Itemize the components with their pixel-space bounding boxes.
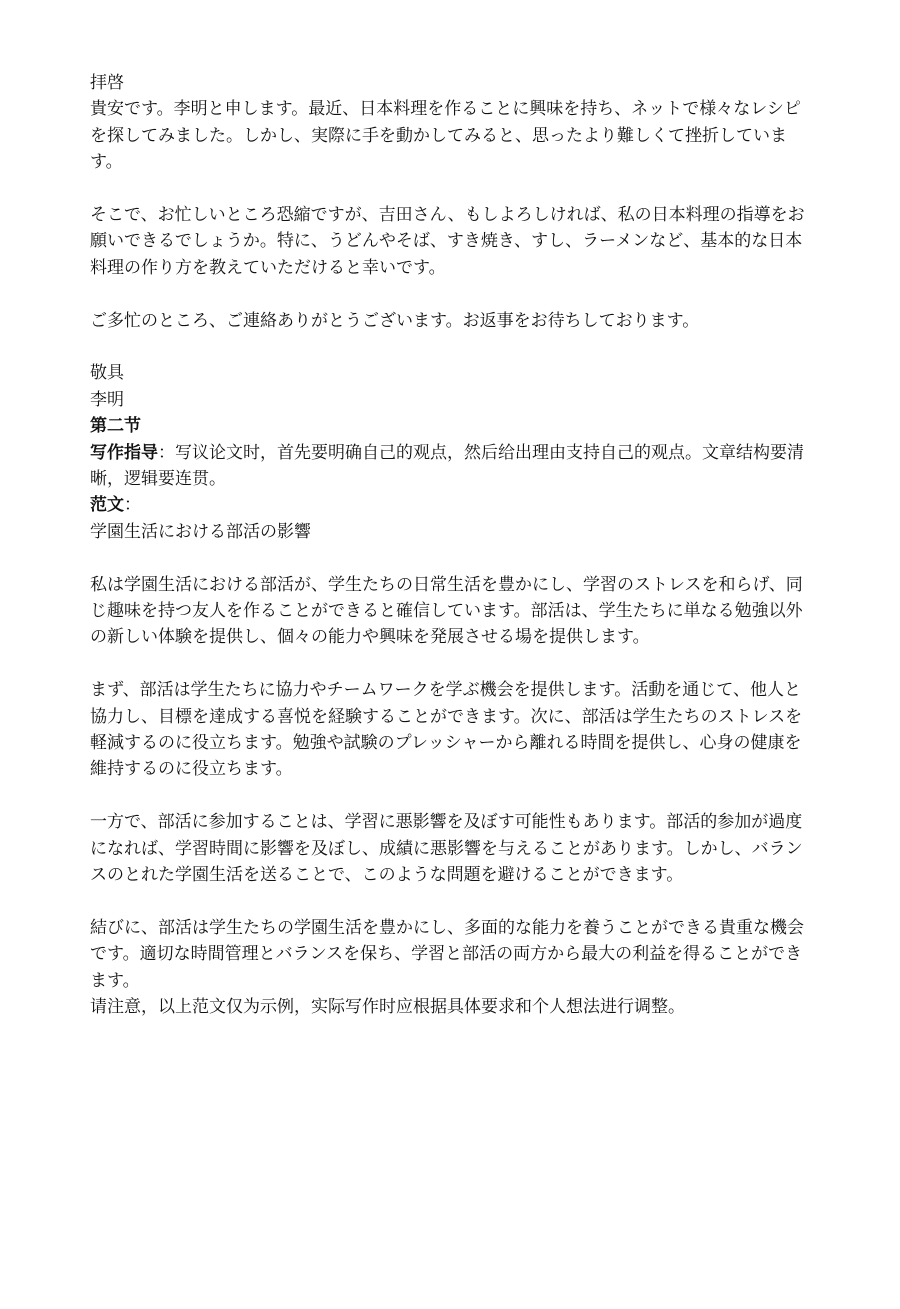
sample-label: 范文 [90,495,124,516]
spacer [90,176,808,202]
closing-note: 请注意，以上范文仅为示例，实际写作时应根据具体要求和个人想法进行调整。 [90,997,685,1018]
spacer [90,334,808,360]
section-heading: 第二节 [90,416,141,437]
sample-essay-label [90,492,808,518]
spacer [90,545,808,571]
spacer [90,889,808,915]
essay-paragraph-3: 一方で、部活に参加することは、学習に悪影響を及ぼす可能性もあります。部活的参加が過度になれば、学習時間に影響を及ぼし、成績に悪影響を与えることがあります。しかし、バランスのとれた学園生活を送ることで、このような問題を避けることができます。 [90,812,803,886]
letter-paragraph-1: 貴安です。李明と申します。最近、日本料理を作ることに興味を持ち、ネットで様々なレシピを探してみました。しかし、実際に手を動かしてみると、思ったより難しくて挫折しています。 [90,99,801,173]
writing-guide-label: 写作指导 [90,442,158,463]
essay-paragraph-1: 私は学園生活における部活が、学生たちの日常生活を豊かにし、学習のストレスを和らげ、同じ趣味を持つ友人を作ることができると確信しています。部活は、学生たちに単なる勉強以外の新しい体験を提供し、個々の能力や興味を発展させる場を提供します。 [90,574,803,648]
writing-guide [90,440,808,493]
document-page [90,70,808,1021]
essay-title: 学園生活における部活の影響 [90,521,311,542]
spacer [90,783,808,809]
sample-colon: ： [124,495,141,516]
letter-closing: 敬具 [90,363,124,384]
spacer [90,281,808,307]
letter-salutation: 拝啓 [90,73,124,93]
letter-signature: 李明 [90,389,124,410]
letter-paragraph-2: そこで、お忙しいところ恐縮ですが、吉田さん、もしよろしければ、私の日本料理の指導をお願いできるでしょうか。特に、うどんやそば、すき焼き、すし、ラーメンなど、基本的な日本料理の作り方を教えていただけると幸いです。 [90,205,805,278]
essay-paragraph-2: まず、部活は学生たちに協力やチームワークを学ぶ機会を提供します。活動を通じて、他人と協力し、目標を達成する喜悦を経験することができます。次に、部活は学生たちのストレスを軽減するのに役立ちます。勉強や試験のプレッシャーから離れる時間を提供し、心身の健康を維持するのに役立ちます。 [90,680,803,780]
spacer [90,651,808,677]
writing-guide-text: ：写议论文时，首先要明确自己的观点，然后给出理由支持自己的观点。文章结构要清晰，逻辑要连贯。 [90,442,804,490]
letter-paragraph-3: ご多忙のところ、ご連絡ありがとうございます。お返事をお待ちしております。 [90,310,700,331]
essay-paragraph-4: 結びに、部活は学生たちの学園生活を豊かにし、多面的な能力を養うことができる貴重な機会です。適切な時間管理とバランスを保ち、学習と部活の両方から最大の利益を得ることができます。 [90,917,804,991]
